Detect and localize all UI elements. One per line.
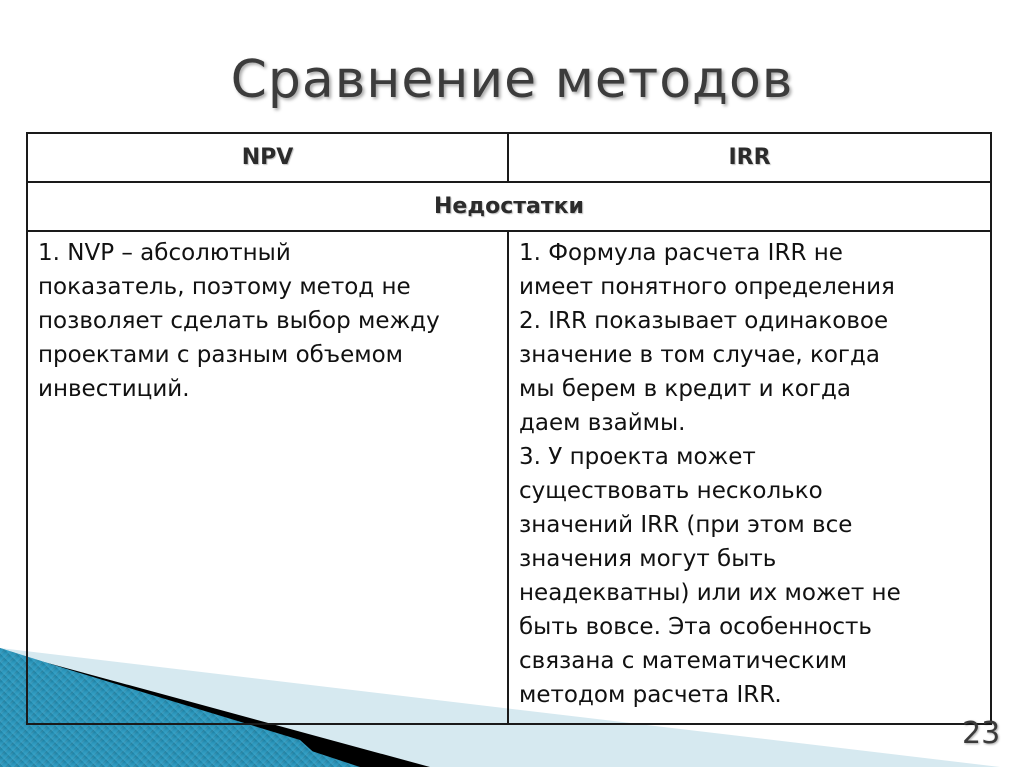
irr-line: связана с математическим <box>519 648 848 674</box>
npv-disadvantages-cell <box>27 231 508 724</box>
irr-line: значение в том случае, когда <box>519 342 881 368</box>
content-row <box>27 231 991 724</box>
npv-line: проектами с разным объемом <box>38 342 404 368</box>
comparison-table <box>26 132 992 725</box>
section-row <box>27 182 991 231</box>
irr-line: мы берем в кредит и когда <box>519 376 851 402</box>
irr-line: 2. IRR показывает одинаковое <box>519 308 889 334</box>
npv-line: 1. NVP – абсолютный <box>38 240 291 266</box>
npv-line: показатель, поэтому метод не <box>38 274 411 300</box>
irr-line: даем взаймы. <box>519 410 686 436</box>
irr-line: существовать несколько <box>519 478 823 504</box>
irr-disadvantages-cell <box>508 231 991 724</box>
header-npv: NPV <box>27 133 508 182</box>
irr-line: значения могут быть <box>519 546 777 572</box>
header-row <box>27 133 991 182</box>
header-irr: IRR <box>508 133 991 182</box>
npv-line: позволяет сделать выбор между <box>38 308 440 334</box>
npv-line: инвестиций. <box>38 376 190 402</box>
section-disadvantages: Недостатки <box>27 182 991 231</box>
irr-line: неадекватны) или их может не <box>519 580 901 606</box>
irr-line: быть вовсе. Эта особенность <box>519 614 872 640</box>
slide-title: Сравнение методов <box>230 50 794 110</box>
irr-line: значений IRR (при этом все <box>519 512 853 538</box>
irr-line: методом расчета IRR. <box>519 682 782 708</box>
irr-line: 1. Формула расчета IRR не <box>519 240 843 266</box>
irr-line: 3. У проекта может <box>519 444 756 470</box>
page-number: 23 <box>962 716 1001 751</box>
irr-line: имеет понятного определения <box>519 274 895 300</box>
